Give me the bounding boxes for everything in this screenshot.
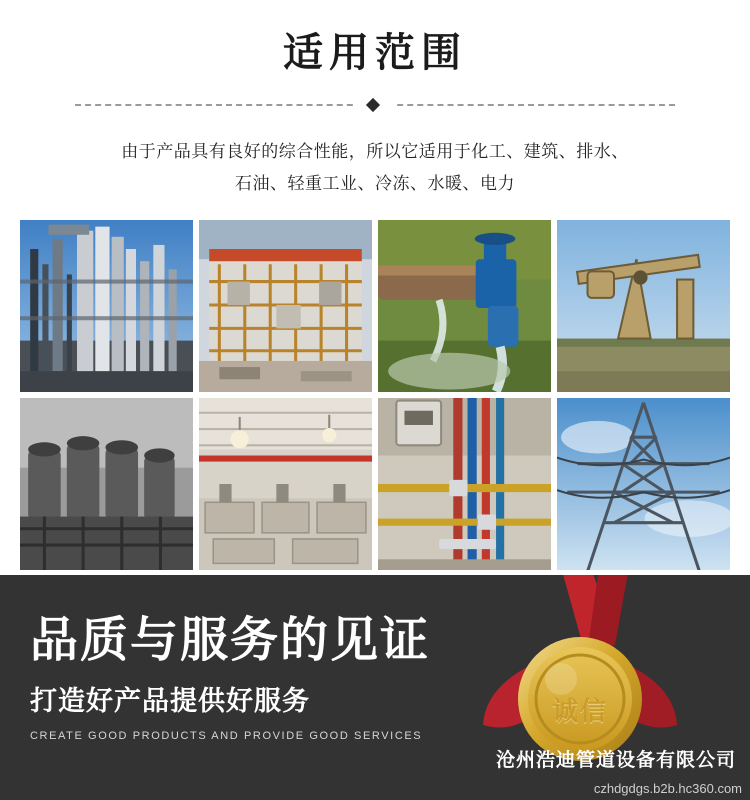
description-line-2: 石油、轻重工业、冷冻、水暖、电力 (235, 174, 515, 194)
gallery-item[interactable] (378, 220, 551, 392)
gallery-item[interactable] (199, 398, 372, 570)
application-gallery (20, 220, 730, 570)
description-line-1: 由于产品具有良好的综合性能，所以它适用于化工、建筑、排水、 (121, 142, 629, 162)
light-industry-workshop-photo (199, 398, 372, 570)
banner-subhead: 打造好产品提供好服务 (30, 686, 310, 717)
plumbing-pipes-photo (378, 398, 551, 570)
gallery-item[interactable] (199, 220, 372, 392)
description-block (85, 136, 665, 200)
gallery-item[interactable] (557, 220, 730, 392)
oil-pumpjack-photo (557, 220, 730, 392)
site-watermark: czhdgdgs.b2b.hc360.com (593, 781, 742, 796)
banner-english-tagline: CREATE GOOD PRODUCTS AND PROVIDE GOOD SERVICES (30, 730, 423, 742)
heavy-industry-photo (20, 398, 193, 570)
company-name: 沧州浩迪管道设备有限公司 (495, 749, 736, 771)
chemical-plant-photo (20, 220, 193, 392)
banner-headline: 品质与服务的见证 (30, 612, 431, 668)
page-title: 适用范围 (283, 30, 467, 76)
construction-site-photo (199, 220, 372, 392)
medal-label: 诚信 (551, 697, 609, 727)
banner-text-block (30, 611, 430, 742)
title-section (0, 0, 750, 112)
gallery-item[interactable] (20, 220, 193, 392)
gallery-item[interactable] (557, 398, 730, 570)
drainage-pipe-valve-photo (378, 220, 551, 392)
gallery-item[interactable] (20, 398, 193, 570)
divider (75, 98, 675, 112)
gallery-item[interactable] (378, 398, 551, 570)
power-transmission-tower-photo (557, 398, 730, 570)
bottom-banner (0, 575, 750, 800)
